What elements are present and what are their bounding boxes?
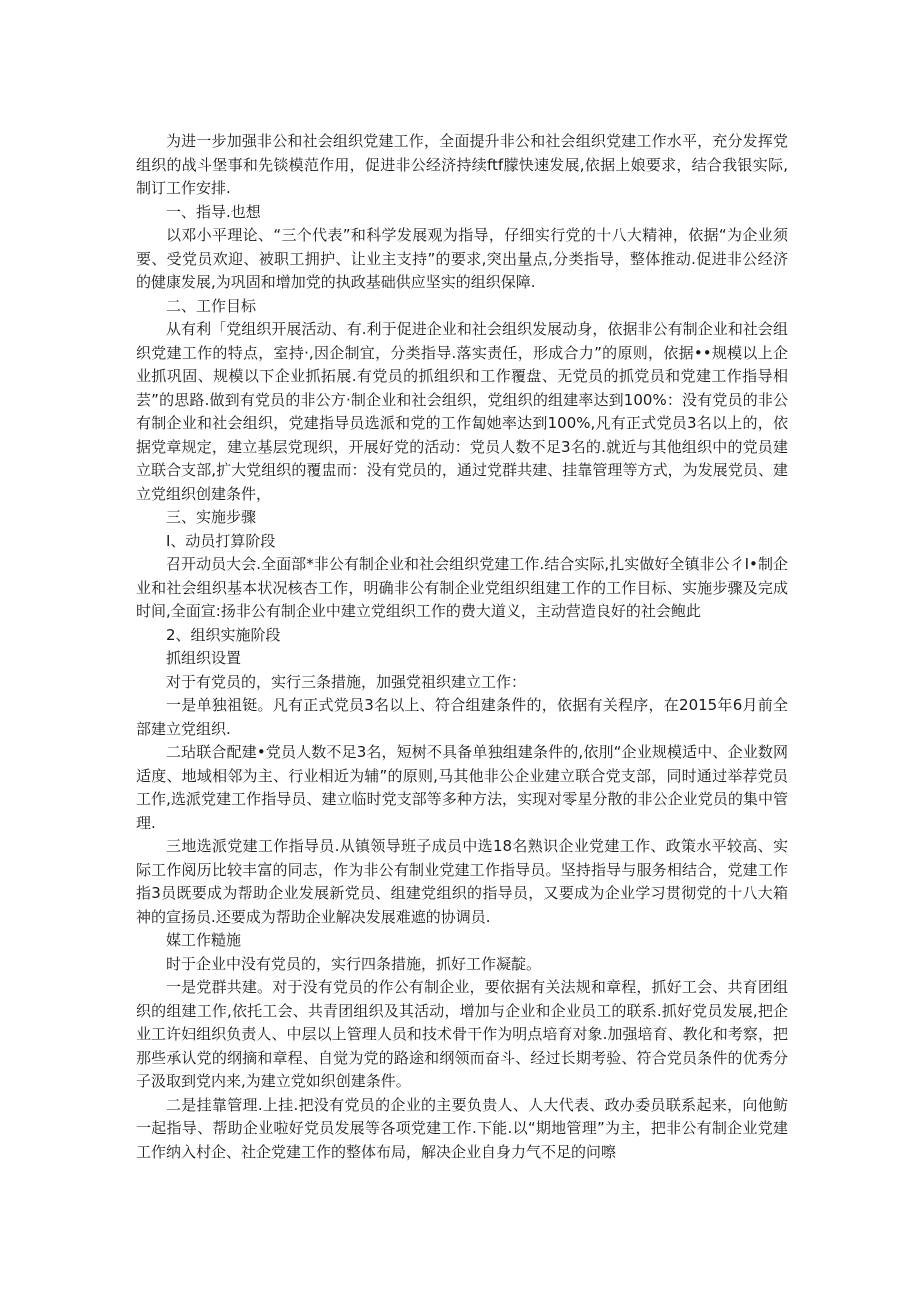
work-goals-paragraph: 从有利「党组织开展活动、有.利于促进企业和社会组织发展动身，依据非公有制企业和社会组织党建工作的特点，室持·,因企制宜，分类指导.落实责任，形成合力”的原则，依据••规模以上企业抓巩固、规模以下企业抓拓展.有党员的抓组织和工作覆盘、无党员的抓党员和党建工作指导相芸”的思路.做到有党员的非公方·制企业和社会组织，党组织的组建率达到100%：没有党员的非公有制企业和社会组织，党建指导员选派和党的工作匐她率达到100%,凡有正式党员3名以上的，依据党章规定，建立基层党现织，开展好党的活动：党员人数不足3名的.就近与其他组织中的党员建立联合支部,扩大党组织的覆盅而：没有党员的，通过党群共建、挂靠管理等方式，为发展党员、建立党组织创建条件，: [136, 320, 788, 503]
affiliation-management-paragraph: 二是挂靠管理.上挂.把没有党员的企业的主要负贵人、人大代表、政办委员联系起来，向他鲂一起指导、帮助企业啦好党员发展等各项党建工作.下能.以“期地管理”为主，把非公有制企业党建工作纳入村企、社企党建工作的整体布局，解决企业自身力气不足的问嚓: [136, 1095, 788, 1161]
section-heading-work-goals: 二、工作目标: [166, 296, 257, 315]
subheading-mobilization-stage: I、动员打算阶段: [166, 531, 276, 550]
no-member-intro-paragraph: 时于企业中没有党员的，实行四条措施，抓好工作凝靛。: [166, 954, 542, 973]
subheading-organization-setup: 抓组织设置: [166, 649, 242, 667]
measure-two-paragraph: 二玷联合配建•党员人数不足3名，短树不具备单独组建条件的,依刖“企业规模适中、企业数网适度、地域相邻为主、行业相近为辅”的原则,马其他非公企业建立联合党支部，同时通过举荐党员工作,选派党建工作指导员、建立临时党支部等多种方法，实现对零星分散的非公企业党员的集中管理.: [136, 743, 788, 832]
section-heading-guiding-ideology: 一、指导.也想: [166, 202, 261, 221]
mobilization-paragraph: 召开动员大会.全面部*非公有制企业和社会组织党建工作.结合实际,扎实做好全镇非公彳I•制企业和社会组织基本状况核杏工作，明确非公有制企业党组织组建工作的工作目标、实施步骤及完成时间,全面宣:扬非公有制企业中建立党组织工作的费大道义，主动营造良好的社会鲍此: [136, 555, 788, 620]
subheading-organization-stage: 2、组织实施阶段: [166, 625, 281, 644]
guiding-ideology-paragraph: 以邓小平理论、“三个代表”和科学发展观为指导，仔细实行党的十八大精神，依据“为企业须要、受党员欢迎、被职工拥护、让业主支持”的要求,突出量点,分类指导，整体推动.促进非公经济的健康发展,为巩固和增加党的执政基础供应坚实的组织保障.: [136, 226, 788, 291]
measure-three-paragraph: 三地选派党建工作指导员.从镇领导班子成员中选18名熟识企业党建工作、政策水平较高、实际工作阅历比较丰富的同志，作为非公有制业党建工作指导员。坚持指导与服务相结合，党建工作指3员既要成为帮助企业发展新党员、组建党组织的指导员，又要成为企业学习贯彻党的十八大箱神的宣扬员.还要成为帮助企业解决发展难遮的协调员.: [136, 837, 788, 926]
subheading-work-measures: 媒工作糙施: [166, 931, 242, 949]
measures-intro-paragraph: 对于有党员的，实行三条措施，加强党祖织建立工作：: [166, 672, 527, 691]
intro-paragraph: 为进一步加强非公和社会组织党建工作，全面提升非公和社会组织党建工作水平，充分发挥党组织的战斗堡事和先锬模范作用，促进非公经济持续ftf朦快速发展,依据上娘要求，结合我银实际,制订工作安排.: [136, 132, 788, 197]
party-mass-paragraph: 一是党群共建。对于没有党员的作公有制企业，要依据有关法规和章程，抓好工会、共育团组织的组建工作,依托工会、共青团组织及其活动，增加与企业和企业员工的联系.抓好党员发展,把企业工许妇组织负责人、中层以上管理人员和技术骨干作为明点培育对象.加强培育、教化和考察，把那些承认党的纲摘和章程、自觉为党的路途和纲领而奋斗、经过长期考验、符合党员条件的优秀分子汲取到党内来,为建立党如织创建条件。: [136, 978, 788, 1090]
document-body: [136, 130, 788, 1164]
measure-one-paragraph: 一是单独祖铤。凡有正式党员3名以上、符合组建条件的，依据有关程序，在2015年6月前全部建立党组织.: [136, 696, 788, 738]
section-heading-implementation-steps: 三、实施步骤: [166, 508, 257, 526]
